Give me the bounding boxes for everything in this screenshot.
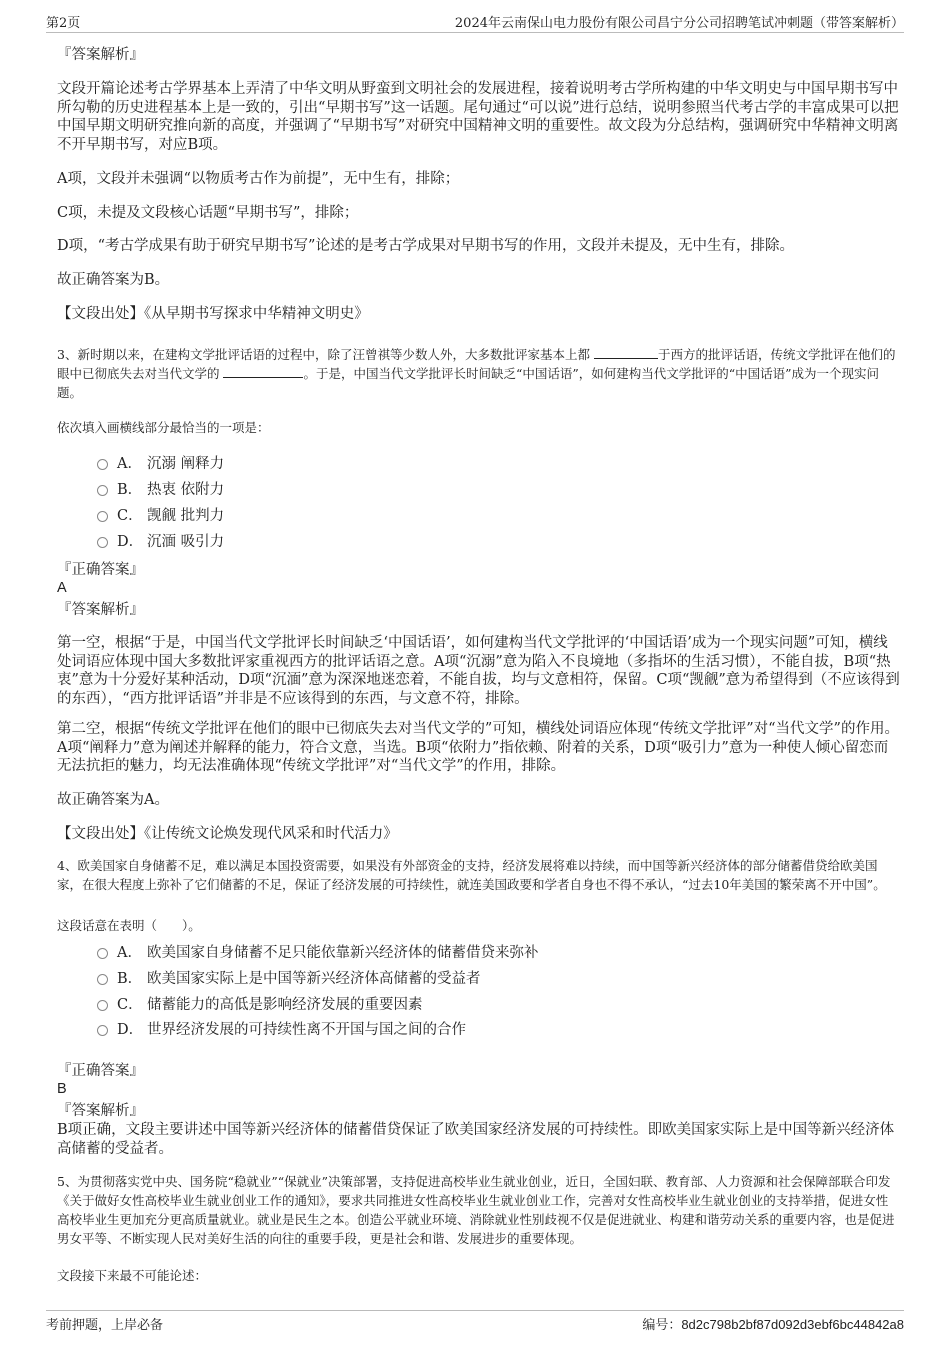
option-letter: A． <box>117 945 142 961</box>
radio-icon[interactable] <box>97 974 108 985</box>
option-text: 沉湎 吸引力 <box>147 534 225 550</box>
q4-answer: B <box>57 1081 67 1097</box>
q3-stem <box>57 345 900 402</box>
q4-option-a[interactable] <box>97 944 539 962</box>
q4-analysis-label: 『答案解析』 <box>57 1103 144 1119</box>
q3-stem-part-b: 于西方的批评话语，传统文学批评在他们的眼中已彻底失去对当代文学的 <box>57 347 896 381</box>
page-footer <box>46 1314 904 1333</box>
option-letter: D． <box>117 534 144 550</box>
radio-icon[interactable] <box>97 1000 108 1011</box>
q2-analysis-option-a: A项，文段并未强调“以物质考古作为前提”，无中生有，排除； <box>57 171 460 187</box>
q3-blank-2 <box>223 365 303 378</box>
radio-icon[interactable] <box>97 485 108 496</box>
q3-blank-1 <box>594 346 658 359</box>
document-title: 2024年云南保山电力股份有限公司昌宁分公司招聘笔试冲刺题（带答案解析） <box>454 15 904 31</box>
code-label: 编号： <box>642 1318 682 1333</box>
footer-slogan: 考前押题，上岸必备 <box>46 1318 164 1333</box>
q2-conclusion: 故正确答案为B。 <box>57 272 170 288</box>
radio-icon[interactable] <box>97 948 108 959</box>
q3-answer-label: 『正确答案』 <box>57 562 144 578</box>
page-header <box>46 10 904 32</box>
radio-icon[interactable] <box>97 537 108 548</box>
code-value: 8d2c798b2bf87d092d3ebf6bc44842a8 <box>681 1317 904 1332</box>
radio-icon[interactable] <box>97 459 108 470</box>
q3-option-b[interactable] <box>97 481 224 499</box>
q4-option-b[interactable] <box>97 970 481 988</box>
option-text: 欧美国家实际上是中国等新兴经济体高储蓄的受益者 <box>147 971 481 987</box>
option-text: 沉溺 阐释力 <box>147 456 225 472</box>
option-letter: C． <box>117 508 143 524</box>
option-text: 热衷 依附力 <box>147 482 225 498</box>
q3-option-a[interactable] <box>97 455 224 473</box>
q3-option-c[interactable] <box>97 507 224 525</box>
q5-prompt: 文段接下来最不可能论述： <box>57 1268 208 1283</box>
radio-icon[interactable] <box>97 511 108 522</box>
q2-analysis-option-d: D项，“考古学成果有助于研究早期书写”论述的是考古学成果对早期书写的作用，文段并未提及，无中生有，排除。 <box>57 238 794 254</box>
q3-stem-part-a: 3、新时期以来，在建构文学批评话语的过程中，除了汪曾祺等少数人外，大多数批评家基本上都 <box>57 347 594 362</box>
option-letter: B． <box>117 482 143 498</box>
document-code <box>642 1314 904 1333</box>
page-number: 第2页 <box>46 15 81 31</box>
footer-divider <box>46 1310 904 1311</box>
option-text: 欧美国家自身储蓄不足只能依靠新兴经济体的储蓄借贷来弥补 <box>147 945 539 961</box>
q4-answer-label: 『正确答案』 <box>57 1063 144 1079</box>
q5-stem: 5、为贯彻落实党中央、国务院“稳就业”“保就业”决策部署，支持促进高校毕业生就业创业，近日，全国妇联、教育部、人力资源和社会保障部联合印发《关于做好女性高校毕业生就业创业工作的通知》，要求共同推进女性高校毕业生就业创业工作，完善对女性高校毕业生就业创业的支持举措，促进女性高校毕业生更加充分更高质量就业。就业是民生之本。创造公平就业环境、消除就业性别歧视不仅是促进就业、构建和谐劳动关系的重要内容，也是促进男女平等、不断实现人民对美好生活的向往的重要手段，更是社会和谐、发展进步的重要体现。 <box>57 1174 895 1246</box>
q3-analysis-paragraph-2: 第二空，根据“传统文学批评在他们的眼中已彻底失去对当代文学的”可知，横线处词语应体现“传统文学批评”对“当代文学”的作用。A项“阐释力”意为阐述并解释的能力，符合文意，当选。B项“依附力”指依赖、附着的关系，D项“吸引力”意为一种使人倾心留恋而无法抗拒的魅力，均无法准确体现“传统文学批评”对“当代文学”的作用，排除。 <box>57 721 899 774</box>
q2-analysis-option-c: C项，未提及文段核心话题“早期书写”，排除； <box>57 205 359 221</box>
q3-prompt: 依次填入画横线部分最恰当的一项是： <box>57 420 270 435</box>
q3-analysis-label: 『答案解析』 <box>57 602 144 618</box>
q3-analysis-paragraph-1: 第一空，根据“于是，中国当代文学批评长时间缺乏‘中国话语’，如何建构当代文学批评的‘中国话语’成为一个现实问题”可知，横线处词语应体现中国大多数批评家重视西方的批评话语之意。A项“沉溺”意为陷入不良境地（多指坏的生活习惯），不能自拔，B项“热衷”意为十分爱好某种活动，D项“沉湎”意为深深地迷恋着，不能自拔，均与文意相符，保留。C项“觊觎”意为希望得到（不应该得到的东西），“西方批评话语”并非是不应该得到的东西，与文意不符，排除。 <box>57 635 900 707</box>
option-text: 觊觎 批判力 <box>147 508 225 524</box>
q4-option-c[interactable] <box>97 996 423 1014</box>
header-divider <box>46 32 904 33</box>
q3-source: 【文段出处】《让传统文论焕发现代风采和时代活力》 <box>57 826 398 842</box>
q2-analysis-label: 『答案解析』 <box>57 47 144 63</box>
radio-icon[interactable] <box>97 1025 108 1036</box>
q4-prompt: 这段话意在表明（ ）。 <box>57 918 201 933</box>
q3-stem-part-c: 。于是，中国当代文学批评长时间缺乏“中国话语”，如何建构当代文学批评的“中国话语”成为一个现实问题。 <box>57 366 880 400</box>
q3-conclusion: 故正确答案为A。 <box>57 792 169 808</box>
q4-analysis: B项正确，文段主要讲述中国等新兴经济体的储蓄借贷保证了欧美国家经济发展的可持续性。即欧美国家实际上是中国等新兴经济体高储蓄的受益者。 <box>57 1122 895 1157</box>
q4-stem: 4、欧美国家自身储蓄不足，难以满足本国投资需要，如果没有外部资金的支持，经济发展将难以持续，而中国等新兴经济体的部分储蓄借贷给欧美国家，在很大程度上弥补了它们储蓄的不足，保证了经济发展的可持续性，就连美国政要和学者自身也不得不承认，“过去10年美国的繁荣离不开中国”。 <box>57 858 886 892</box>
option-letter: A． <box>117 456 142 472</box>
q3-option-d[interactable] <box>97 533 224 551</box>
option-letter: B． <box>117 971 143 987</box>
option-letter: D． <box>117 1022 144 1038</box>
q2-analysis-paragraph: 文段开篇论述考古学界基本上弄清了中华文明从野蛮到文明社会的发展进程，接着说明考古学所构建的中华文明史与中国早期书写中所勾勒的历史进程基本上是一致的，引出“早期书写”这一话题。尾句通过“可以说”进行总结，说明参照当代考古学的丰富成果可以把中国早期文明研究推向新的高度，并强调了“早期书写”对研究中国精神文明的重要性。故文段为分总结构，强调研究中华精神文明离不开早期书写，对应B项。 <box>57 81 899 153</box>
q4-option-d[interactable] <box>97 1021 466 1039</box>
option-text: 储蓄能力的高低是影响经济发展的重要因素 <box>147 997 423 1013</box>
option-letter: C． <box>117 997 143 1013</box>
q2-source: 【文段出处】《从早期书写探求中华精神文明史》 <box>57 306 369 322</box>
q3-answer: A <box>57 580 67 596</box>
option-text: 世界经济发展的可持续性离不开国与国之间的合作 <box>147 1022 466 1038</box>
